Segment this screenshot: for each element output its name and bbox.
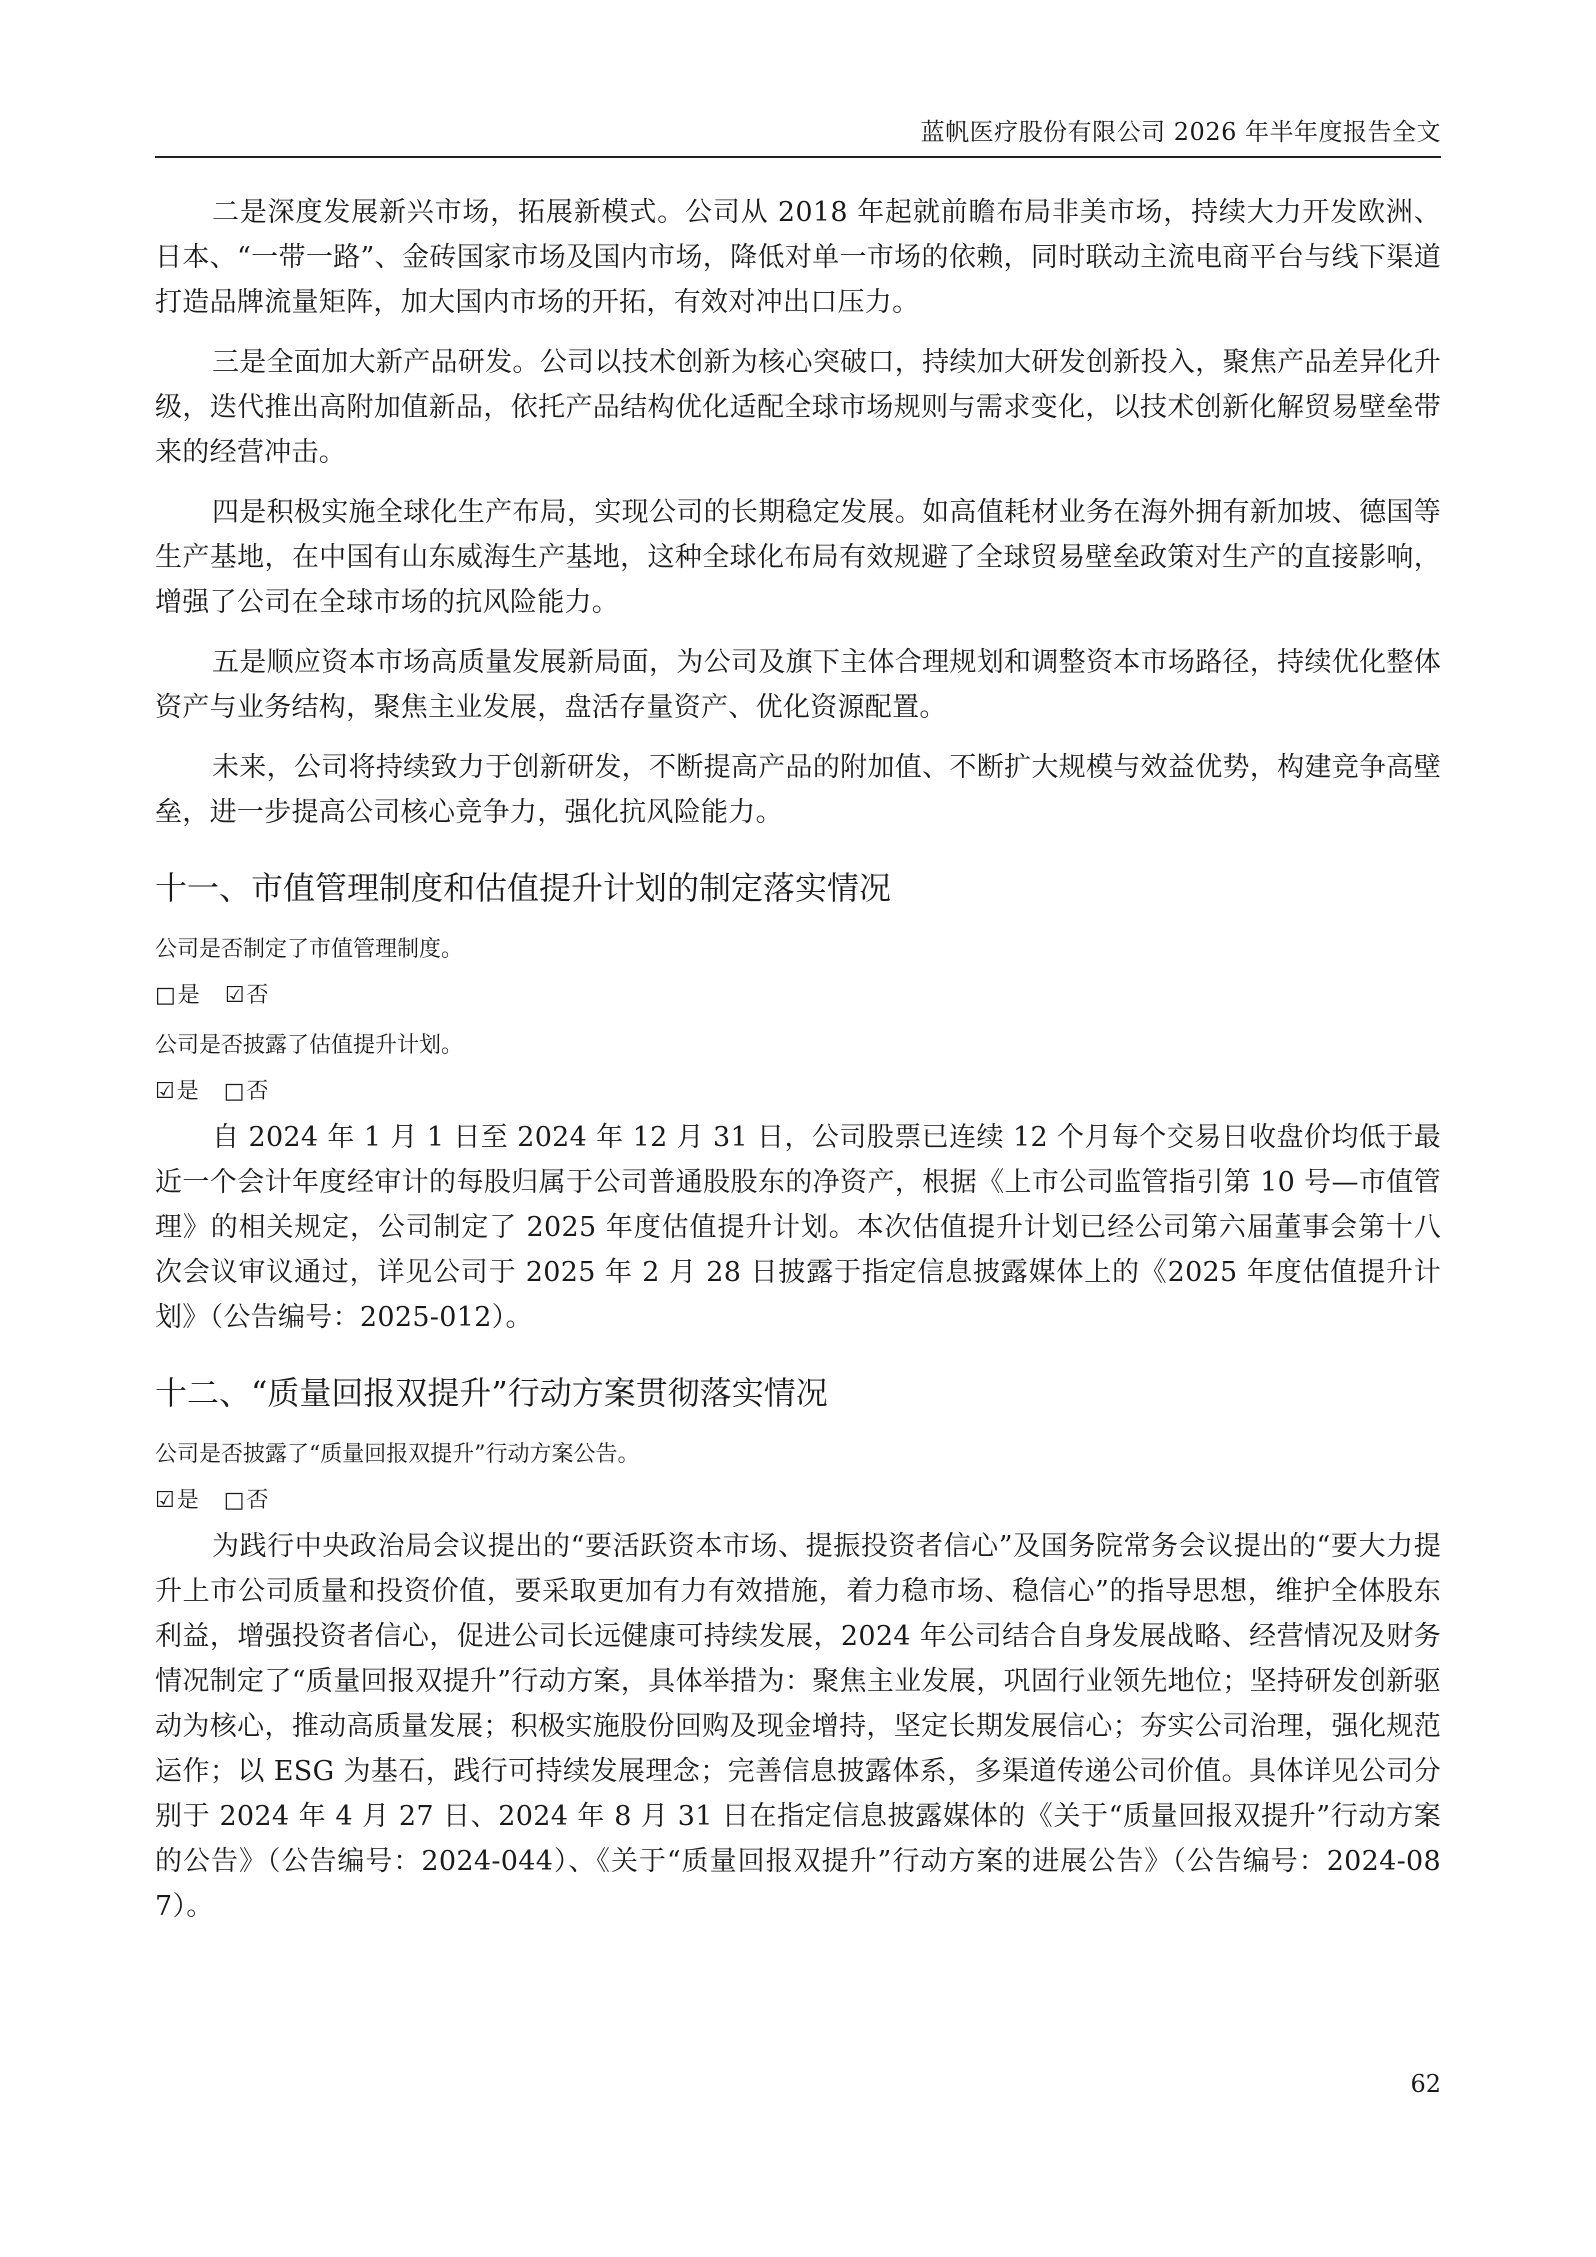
- option-no-label: 否: [246, 1079, 269, 1104]
- section-12-heading: 十二、“质量回报双提升”行动方案贯彻落实情况: [155, 1374, 828, 1412]
- paragraph-new-products: 三是全面加大新产品研发。公司以技术创新为核心突破口，持续加大研发创新投入，聚焦产品差异化升级，迭代推出高附加值新品，依托产品结构优化适配全球市场规则与需求变化，以技术创新化解贸易壁垒带来的经营冲击。: [155, 347, 1441, 468]
- header-title: 蓝帆医疗股份有限公司 2026 年半年度报告全文: [920, 118, 1441, 146]
- option-yes: [155, 1488, 206, 1513]
- page-number: 62: [1410, 2070, 1441, 2098]
- unchecked-box-icon: □: [155, 983, 176, 1008]
- option-yes-label: 是: [176, 1488, 199, 1513]
- answer-valuation-plan: [155, 1077, 1441, 1107]
- checked-box-icon: ☑: [155, 1079, 175, 1104]
- paragraph-future: 未来，公司将持续致力于创新研发，不断提高产品的附加值、不断扩大规模与效益优势，构建竞争高壁垒，进一步提高公司核心竞争力，强化抗风险能力。: [155, 752, 1441, 828]
- checked-box-icon: ☑: [155, 1488, 175, 1513]
- page-body: [155, 190, 1441, 1944]
- checked-box-icon: ☑: [224, 983, 245, 1008]
- option-no: [224, 1079, 269, 1104]
- answer-market-value-system: [155, 981, 1441, 1011]
- paragraph-emerging-markets: 二是深度发展新兴市场，拓展新模式。公司从 2018 年起就前瞻布局非美市场，持续大力开发欧洲、日本、“一带一路”、金砖国家市场及国内市场，降低对单一市场的依赖，同时联动主流电商平台与线下渠道打造品牌流量矩阵，加大国内市场的开拓，有效对冲出口压力。: [155, 197, 1441, 318]
- option-yes: [155, 983, 207, 1008]
- paragraph-quality-return-plan: 为践行中央政治局会议提出的“要活跃资本市场、提振投资者信心”及国务院常务会议提出的“要大力提升上市公司质量和投资价值，要采取更加有力有效措施，着力稳市场、稳信心”的指导思想，维护全体股东利益，增强投资者信心，促进公司长远健康可持续发展，2024 年公司结合自身发展战略、经营情况及财务情况制定了“质量回报双提升”行动方案，具体举措为：聚焦主业发展，巩固行业领先地位；坚持研发创新驱动为核心，推动高质量发展；积极实施股份回购及现金增持，坚定长期发展信心；夯实公司治理，强化规范运作；以 ESG 为基石，践行可持续发展理念；完善信息披露体系，多渠道传递公司价值。具体详见公司分别于 2024 年 4 月 27 日、2024 年 8 月 31 日在指定信息披露媒体的《关于“质量回报双提升”行动方案的公告》（公告编号：2024-044）、《关于“质量回报双提升”行动方案的进展公告》（公告编号：2024-087）。: [155, 1531, 1441, 1922]
- unchecked-box-icon: □: [223, 1079, 245, 1104]
- unchecked-box-icon: □: [223, 1488, 245, 1513]
- option-no-label: 否: [246, 983, 269, 1008]
- option-no: [224, 1488, 269, 1513]
- option-yes-label: 是: [176, 1079, 199, 1104]
- option-no-label: 否: [246, 1488, 269, 1513]
- section-11-heading: 十一、市值管理制度和估值提升计划的制定落实情况: [155, 869, 892, 907]
- paragraph-valuation-plan: 自 2024 年 1 月 1 日至 2024 年 12 月 31 日，公司股票已连续 12 个月每个交易日收盘价均低于最近一个会计年度经审计的每股归属于公司普通股股东的净资产，根据《上市公司监管指引第 10 号—市值管理》的相关规定，公司制定了 2025 年度估值提升计划。本次估值提升计划已经公司第六届董事会第十八次会议审议通过，详见公司于 2025 年 2 月 28 日披露于指定信息披露媒体上的《2025 年度估值提升计划》（公告编号：2025-012）。: [155, 1122, 1441, 1333]
- question-market-value-system: 公司是否制定了市值管理制度。: [155, 937, 464, 962]
- question-valuation-plan: 公司是否披露了估值提升计划。: [155, 1033, 464, 1058]
- option-yes-label: 是: [177, 983, 200, 1008]
- question-quality-return-plan: 公司是否披露了“质量回报双提升”行动方案公告。: [155, 1442, 640, 1467]
- answer-quality-return-plan: [155, 1486, 1441, 1516]
- page-header: [155, 108, 1441, 158]
- option-yes: [155, 1079, 206, 1104]
- paragraph-capital-market: 五是顺应资本市场高质量发展新局面，为公司及旗下主体合理规划和调整资本市场路径，持续优化整体资产与业务结构，聚焦主业发展，盘活存量资产、优化资源配置。: [155, 647, 1441, 723]
- paragraph-global-production: 四是积极实施全球化生产布局，实现公司的长期稳定发展。如高值耗材业务在海外拥有新加坡、德国等生产基地，在中国有山东威海生产基地，这种全球化布局有效规避了全球贸易壁垒政策对生产的直接影响，增强了公司在全球市场的抗风险能力。: [155, 497, 1441, 618]
- option-no: [225, 983, 269, 1008]
